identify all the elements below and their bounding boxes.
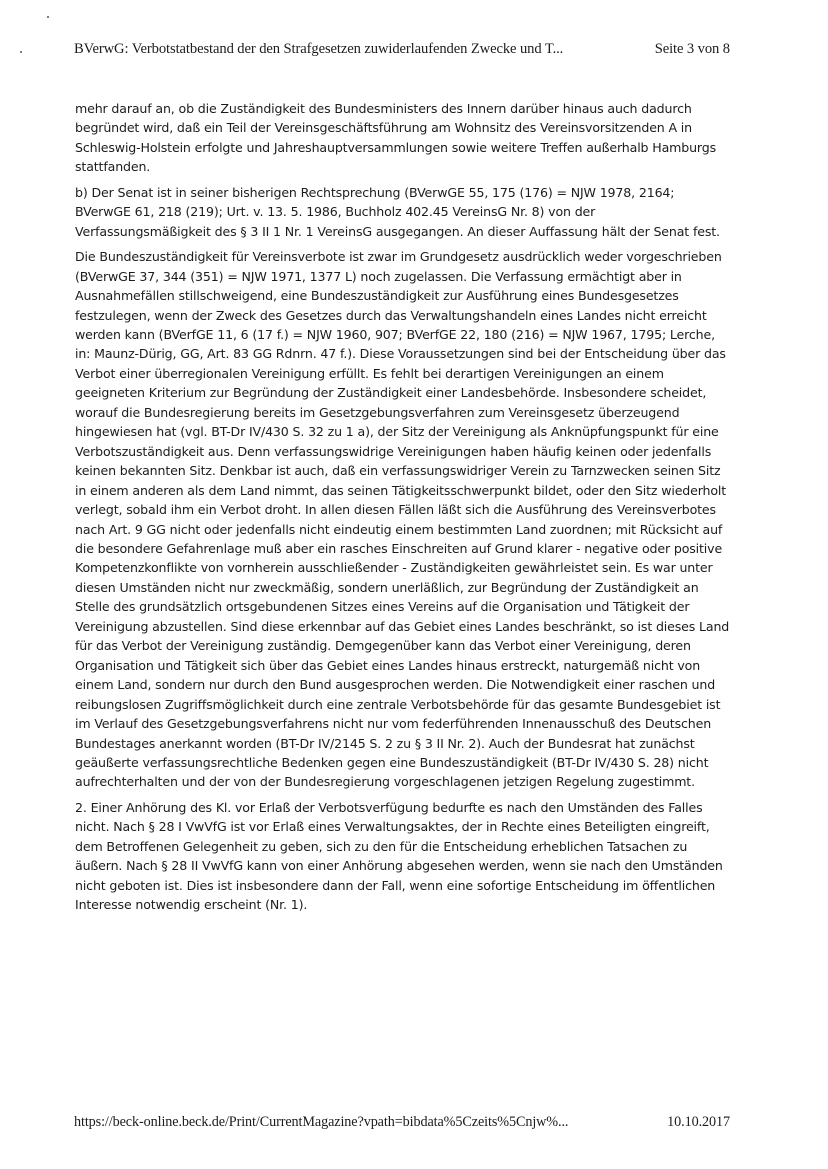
paragraph: mehr darauf an, ob die Zuständigkeit des Bundesministers des Innern darüber hinaus auch dadurch begründet wird, daß ein Teil der Vereinsgeschäftsführung am Wohnsitz des Vereinsvorsitzenden A in Schleswig-Holstein erfolgte und Jahreshauptversammlungen sowie weitere Treffen außerhalb Hamburgs stattfanden. — [75, 101, 716, 175]
document-title: BVerwG: Verbotstatbestand der den Strafgesetzen zuwiderlaufenden Zwecke und T... — [74, 41, 564, 57]
scan-speck — [47, 16, 49, 18]
paragraph: b) Der Senat ist in seiner bisherigen Rechtsprechung (BVerwGE 55, 175 (176) = NJW 1978, 2164; BVerwGE 61, 218 (219); Urt. v. 13. 5. 1986, Buchholz 402.45 VereinsG Nr. 8) von der Verfassungsmäßigkeit des § 3 II 1 Nr. 1 VereinsG ausgegangen. An dieser Auffassung hält der Senat fest. — [75, 184, 720, 239]
print-date: 10.10.2017 — [667, 1114, 730, 1130]
document-body — [75, 99, 730, 921]
paragraph: Die Bundeszuständigkeit für Vereinsverbote ist zwar im Grundgesetz ausdrücklich weder vorgeschrieben (BVerwGE 37, 344 (351) = NJW 1971, 1377 L) noch zugelassen. Die Verfassung ermächtigt aber in Ausnahmefällen stillschweigend, eine Bundeszuständigkeit zur Ausführung eines Bundesgesetzes festzulegen, wenn der Zweck des Gesetzes durch das Verwaltungshandeln eines Landes nicht erreicht werden kann (BVerfGE 11, 6 (17 f.) = NJW 1960, 907; BVerfGE 22, 180 (216) = NJW 1967, 1795; Lerche, in: Maunz-Dürig, GG, Art. 83 GG Rdnrn. 47 f.). Diese Voraussetzungen sind bei der Entscheidung über das Verbot einer überregionalen Vereinigung erfüllt. Es fehlt bei derartigen Vereinigungen an einem geeigneten Kriterium zur Begründung der Zuständigkeit einer Landesbehörde. Insbesondere scheidet, worauf die Bundesregierung bereits im Gesetzgebungsverfahren zum Vereinsgesetz überzeugend hingewiesen hat (vgl. BT-Dr IV/430 S. 32 zu 1 a), der Sitz der Vereinigung als Anknüpfungspunkt für eine Verbotszuständigkeit aus. Denn verfassungswidrige Vereinigungen haben häufig keinen oder jedenfalls keinen bekannten Sitz. Denkbar ist auch, daß ein verfassungswidriger Verein zu Tarnzwecken seinen Sitz in einem anderen als dem Land nimmt, das seinen Tätigkeitsschwerpunkt bildet, oder den Sitz wiederholt verlegt, sobald ihm ein Verbot droht. In allen diesen Fällen läßt sich die Ausführung des Vereinsverbotes nach Art. 9 GG nicht oder jedenfalls nicht eindeutig einem bestimmten Land zuordnen; mit Rücksicht auf die besondere Gefahrenlage muß aber ein rasches Einschreiten auf Grund klarer - negative oder positive Kompetenzkonflikte von vornherein ausschließender - Zuständigkeiten gewährleistet sein. Es war unter diesen Umständen nicht nur zweckmäßig, sondern unerläßlich, zur Begründung der Zuständigkeit an Stelle des grundsätzlich ortsgebundenen Sitzes eines Vereins auf die Organisation und Tätigkeit der Vereinigung abzustellen. Sind diese erkennbar auf das Gebiet eines Landes beschränkt, so ist dieses Land für das Verbot der Vereinigung zuständig. Demgegenüber kann das Verbot einer Vereinigung, deren Organisation und Tätigkeit sich über das Gebiet eines Landes hinaus erstreckt, naturgemäß nicht von einem Land, sondern nur durch den Bund ausgesprochen werden. Die Notwendigkeit einer raschen und reibungslosen Zugriffsmöglichkeit durch eine zentrale Verbotsbehörde für das gesamte Bundesgebiet ist im Verlauf des Gesetzgebungsverfahrens nicht nur vom federführenden Innenausschuß des Deutschen Bundestages anerkannt worden (BT-Dr IV/2145 S. 2 zu § 3 II Nr. 2). Auch der Bundesrat hat zunächst geäußerte verfassungsrechtliche Bedenken gegen eine Bundeszuständigkeit (BT-Dr IV/430 S. 28) nicht aufrechterhalten und der von der Bundesregierung vorgeschlagenen jetzigen Regelung zugestimmt. — [75, 249, 730, 790]
page-header — [74, 41, 730, 58]
source-url[interactable]: https://beck-online.beck.de/Print/CurrentMagazine?vpath=bibdata%5Czeits%5Cnjw%... — [74, 1114, 569, 1130]
page-footer — [74, 1114, 730, 1131]
scan-speck — [20, 51, 22, 53]
paragraph: 2. Einer Anhörung des Kl. vor Erlaß der Verbotsverfügung bedurfte es nach den Umständen des Falles nicht. Nach § 28 I VwVfG ist vor Erlaß eines Verwaltungsaktes, der in Rechte eines Beteiligten eingreift, dem Betroffenen Gelegenheit zu geben, sich zu den für die Entscheidung erheblichen Tatsachen zu äußern. Nach § 28 II VwVfG kann von einer Anhörung abgesehen werden, wenn sie nach den Umständen nicht geboten ist. Dies ist insbesondere dann der Fall, wenn eine sofortige Entscheidung im öffentlichen Interesse notwendig erscheint (Nr. 1). — [75, 799, 723, 913]
page-indicator: Seite 3 von 8 — [654, 41, 730, 57]
